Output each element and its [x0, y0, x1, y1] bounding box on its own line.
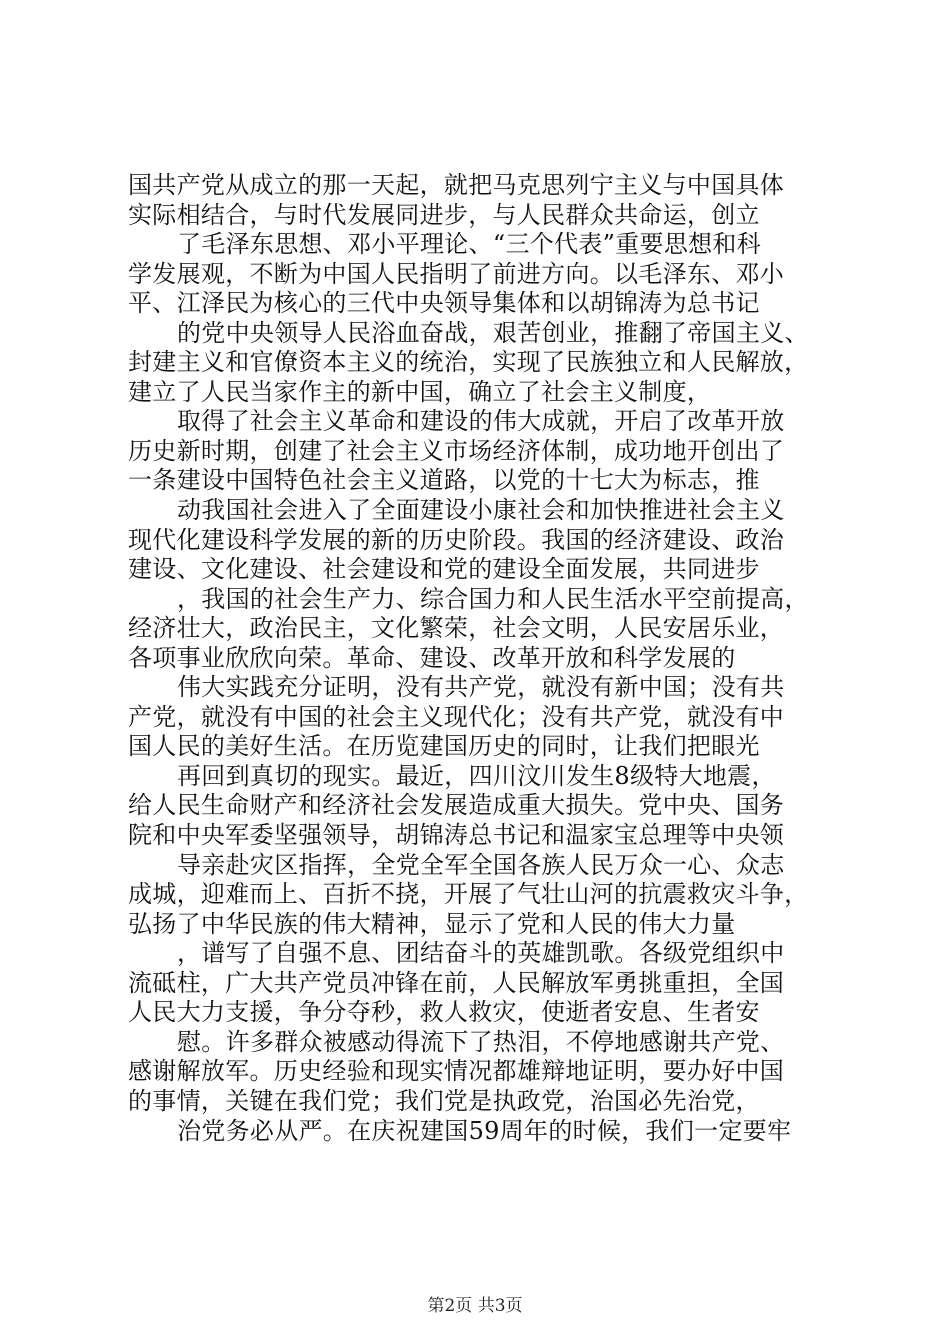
text-line: 动我国社会进入了全面建设小康社会和加快推进社会主义 — [177, 496, 785, 525]
text-line: ，谱写了自强不息、团结奋斗的英雄凯歌。各级党组织中 — [177, 939, 785, 968]
text-line: 现代化建设科学发展的新的历史阶段。我国的经济建设、政治 — [128, 525, 785, 554]
text-line: 实际相结合，与时代发展同进步，与人民群众共命运，创立 — [128, 200, 760, 229]
text-line: 建立了人民当家作主的新中国，确立了社会主义制度， — [128, 377, 712, 406]
text-line: 了毛泽东思想、邓小平理论、“三个代表”重要思想和科 — [177, 230, 762, 259]
text-line: 感谢解放军。历史经验和现实情况都雄辩地证明，要办好中国 — [128, 1057, 785, 1086]
body-text — [128, 171, 838, 1146]
text-line: 院和中央军委坚强领导，胡锦涛总书记和温家宝总理等中央领 — [128, 821, 785, 850]
text-line: 流砥柱，广大共产党员冲锋在前，人民解放军勇挑重担，全国 — [128, 968, 785, 997]
text-line: 的党中央领导人民浴血奋战，艰苦创业，推翻了帝国主义、 — [177, 318, 809, 347]
text-line: 国共产党从成立的那一天起，就把马克思列宁主义与中国具体 — [128, 171, 785, 199]
text-line: 国人民的美好生活。在历览建国历史的同时，让我们把眼光 — [128, 732, 760, 761]
text-line: 治党务必从严。在庆祝建国59周年的时候，我们一定要牢 — [177, 1116, 792, 1145]
text-line: 成城，迎难而上、百折不挠，开展了气壮山河的抗震救灾斗争， — [128, 880, 809, 909]
text-line: 学发展观，不断为中国人民指明了前进方向。以毛泽东、邓小 — [128, 259, 785, 288]
text-line: 给人民生命财产和经济社会发展造成重大损失。党中央、国务 — [128, 791, 785, 820]
text-line: 再回到真切的现实。最近，四川汶川发生8级特大地震， — [177, 761, 776, 790]
text-line: 平、江泽民为核心的三代中央领导集体和以胡锦涛为总书记 — [128, 289, 760, 318]
text-line: 人民大力支援，争分夺秒，救人救灾，使逝者安息、生者安 — [128, 998, 760, 1027]
page-footer: 第2页 共3页 — [427, 1296, 523, 1316]
text-line: 历史新时期，创建了社会主义市场经济体制，成功地开创出了 — [128, 436, 785, 465]
text-line: 产党，就没有中国的社会主义现代化；没有共产党，就没有中 — [128, 702, 785, 731]
text-line: 慰。许多群众被感动得流下了热泪，不停地感谢共产党、 — [177, 1027, 785, 1056]
text-line: 封建主义和官僚资本主义的统治，实现了民族独立和人民解放， — [128, 348, 809, 377]
text-line: 各项事业欣欣向荣。革命、建设、改革开放和科学发展的 — [128, 643, 736, 672]
text-line: 经济壮大，政治民主，文化繁荣，社会文明，人民安居乐业， — [128, 614, 785, 643]
text-line: 取得了社会主义革命和建设的伟大成就，开启了改革开放 — [177, 407, 785, 436]
text-line: 一条建设中国特色社会主义道路，以党的十七大为标志，推 — [128, 466, 760, 495]
text-line: 伟大实践充分证明，没有共产党，就没有新中国；没有共 — [177, 673, 785, 702]
text-line: 的事情，关键在我们党；我们党是执政党，治国必先治党， — [128, 1086, 760, 1115]
text-line: 弘扬了中华民族的伟大精神，显示了党和人民的伟大力量 — [128, 909, 736, 938]
text-line: ，我国的社会生产力、综合国力和人民生活水平空前提高， — [177, 584, 809, 613]
text-line: 导亲赴灾区指挥，全党全军全国各族人民万众一心、众志 — [177, 850, 785, 879]
text-line: 建设、文化建设、社会建设和党的建设全面发展，共同进步 — [128, 555, 760, 584]
